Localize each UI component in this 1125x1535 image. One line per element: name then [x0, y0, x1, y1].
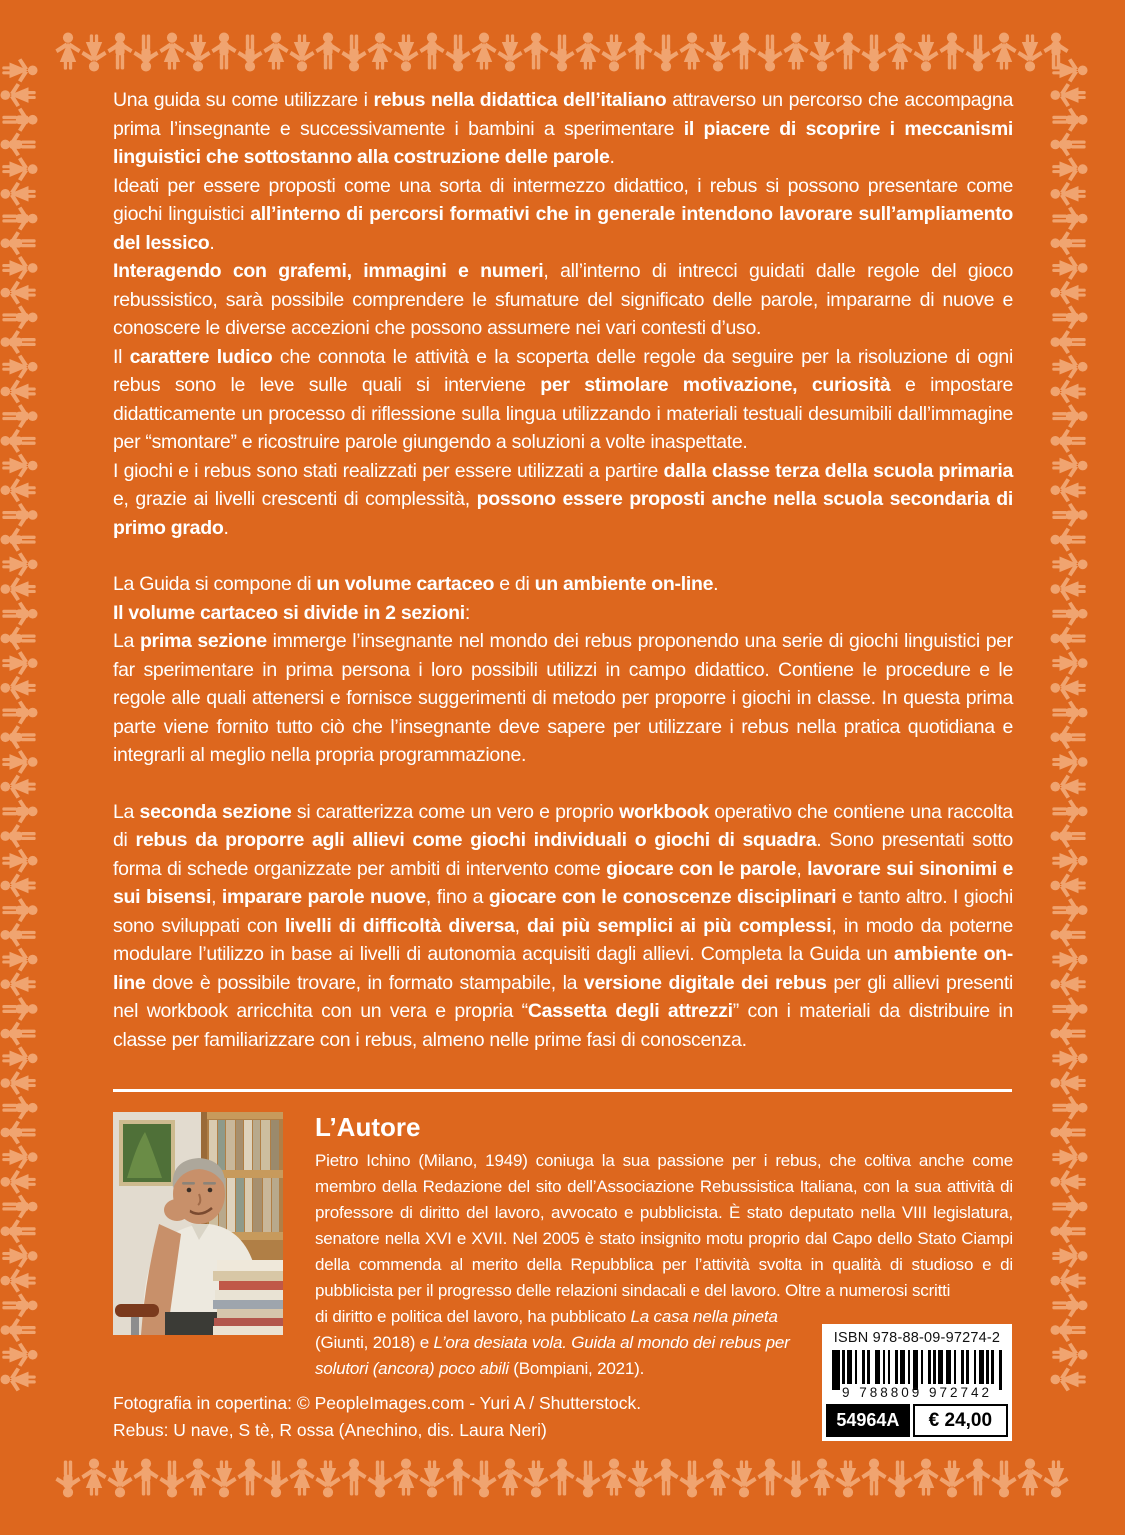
isbn-label: ISBN 978-88-09-97274-2 [833, 1330, 1001, 1346]
product-code: 54964A [826, 1404, 910, 1437]
blurb-paragraph: La seconda sezione si caratterizza come un vero e proprio workbook operativo che contiene una raccolta di rebus da proporre agli allievi come giochi individuali o giochi di squadra. Sono presentati sotto forma di schede organizzate per ambiti di intervento come giocare con le parole, lavorare sui sinonimi e sui bisensi, imparare parole nuove, fino a giocare con le conoscenze disciplinari e tanto altro. I giochi sono sviluppati con livelli di difficoltà diversa, dai più semplici ai più complessi, in modo da poterne modulare l’utilizzo in base ai livelli di autonomia acquisiti dagli allievi. Completa la Guida un ambiente on-line dove è possibile trovare, in formato stampabile, la versione digitale dei rebus per gli allievi presenti nel workbook arricchita con un vera e propria “Cassetta degli attrezzi” con i materiali da distribuire in classe per familiarizzare con i rebus, almeno nelle prime fasi di conoscenza. [113, 800, 1013, 1051]
author-bio-tail: di diritto e politica del lavoro, ha pubblicato La casa nella pineta (Giunti, 2018) e L’ora desiata vola. Guida al mondo dei rebus per solutori (ancora) poco abili (Bompiani, 2021). [315, 1307, 790, 1378]
paper-doll-border-right [1050, 58, 1088, 1466]
blurb-paragraph: Una guida su come utilizzare i rebus nella didattica dell’italiano attraverso un percorso che accompagna prima l’insegnante e successivamente i bambini a sperimentare il piacere di scoprire i meccanismi linguistici che sottostanno alla costruzione delle parole. [113, 89, 1013, 168]
barcode-digits: 9 788809 972742 [841, 1385, 993, 1400]
section-divider [113, 1089, 1012, 1092]
paper-doll-border-top [55, 32, 1069, 72]
blurb-paragraph: La prima sezione immerge l’insegnante nel mondo dei rebus proponendo una serie di giochi linguistici per far sperimentare in prima persona i loro possibili utilizzi in campo didattico. Contiene le procedure e le regole alle quali attenersi e fornisce suggerimenti di metodo per proporre i giochi in classe. In questa prima parte viene fornito tutto ciò che l’insegnante deve sapere per utilizzare i rebus nella pratica quotidiana e integrarli al meglio nella propria programmazione. [113, 630, 1013, 766]
blurb-paragraph: La Guida si compone di un volume cartaceo e di un ambiente on-line. [113, 573, 719, 595]
author-heading: L’Autore [315, 1112, 421, 1142]
barcode-bars [832, 1350, 1002, 1384]
blurb-section [113, 86, 1013, 1054]
barcode-panel [822, 1324, 1012, 1441]
price-label: € 24,00 [913, 1404, 1008, 1437]
book-stack [213, 1260, 283, 1335]
paper-doll-border-left [0, 58, 38, 1466]
author-photo [113, 1112, 283, 1335]
blurb-paragraph: Ideati per essere proposti come una sorta di intermezzo didattico, i rebus si possono presentare come giochi linguistici all’interno di percorsi formativi che in generale intendono lavorare sull’ampliamento del lessico. [113, 174, 1013, 254]
blurb-paragraph: Il carattere ludico che connota le attività e la scoperta delle regole da seguire per la risoluzione di ogni rebus sono le leve sulle quali si interviene per stimolare motivazione, curiosità e impostare didatticamente un processo di riflessione sulla lingua utilizzando i materiali testuali desumibili dall’immagine per “smontare” e ricostruire parole giungendo a soluzioni a volte inaspettate. [113, 345, 1013, 453]
blurb-paragraph: I giochi e i rebus sono stati realizzati per essere utilizzati a partire dalla classe terza della scuola primaria e, grazie ai livelli crescenti di complessità, possono essere proposti anche nella scuola secondaria di primo grado. [113, 459, 1014, 539]
paper-doll-border-bottom [55, 1458, 1069, 1498]
code-price-row [826, 1404, 1008, 1437]
credits [113, 1390, 813, 1444]
author-bio: Pietro Ichino (Milano, 1949) coniuga la sua passione per i rebus, che coltiva anche come membro della Redazione del sito dell’Associazione Rebussistica Italiana, con la sua attività di professore di diritto del lavoro, avvocato e pubblicista. È stato deputato nella VIII legislatura, senatore nella XVI e XVII. Nel 2005 è stato insignito motu proprio dal Capo dello Stato Ciampi della commenda al merito della Repubblica per l’attività svolta in qualità di studioso e di pubblicista per il progresso delle relazioni sindacali e del lavoro. Oltre a numerosi scritti [315, 1151, 1013, 1300]
photo-credit: Fotografia in copertina: © PeopleImages.com - Yuri A / Shutterstock. [113, 1393, 642, 1413]
blurb-paragraph: Il volume cartaceo si divide in 2 sezioni: [113, 601, 470, 624]
rebus-credit: Rebus: U nave, S tè, R ossa (Anechino, dis. Laura Neri) [113, 1420, 547, 1440]
blurb-paragraph: Interagendo con grafemi, immagini e numeri, all’interno di intrecci guidati dalle regole del gioco rebussistico, sarà possibile comprendere le sfumature del significato delle parole, impararne di nuove e conoscere le diverse accezioni che possono assumere nei vari contesti d’uso. [113, 260, 1013, 339]
